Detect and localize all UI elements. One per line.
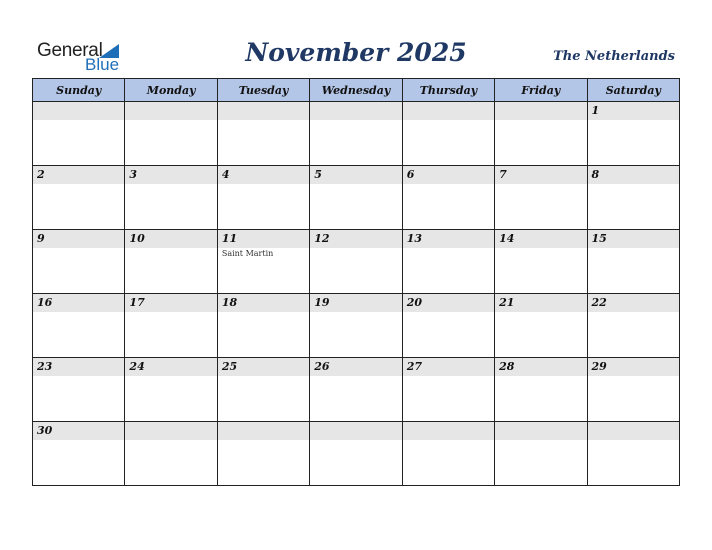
day-band bbox=[403, 102, 494, 120]
day-number: 27 bbox=[406, 360, 422, 373]
week-row bbox=[33, 358, 680, 422]
day-cell bbox=[217, 294, 309, 358]
calendar-grid bbox=[32, 78, 680, 488]
day-cell bbox=[217, 102, 309, 166]
day-band bbox=[495, 166, 586, 184]
calendar-title: November 2025 bbox=[245, 38, 467, 67]
day-cell bbox=[587, 358, 679, 422]
day-band bbox=[218, 422, 309, 440]
weekday-header: Wednesday bbox=[310, 79, 402, 102]
day-cell bbox=[587, 102, 679, 166]
day-cell bbox=[125, 230, 217, 294]
logo-general-text: General bbox=[37, 40, 103, 61]
day-number: 16 bbox=[37, 296, 53, 309]
day-cell bbox=[587, 422, 679, 486]
day-cell bbox=[495, 230, 587, 294]
day-cell bbox=[33, 166, 125, 230]
day-band bbox=[310, 422, 401, 440]
week-row bbox=[33, 294, 680, 358]
week-row bbox=[33, 102, 680, 166]
weekday-header: Sunday bbox=[33, 79, 125, 102]
day-cell bbox=[402, 358, 494, 422]
day-cell bbox=[33, 102, 125, 166]
day-number: 2 bbox=[37, 168, 45, 181]
day-number: 30 bbox=[37, 424, 53, 437]
day-cell bbox=[217, 358, 309, 422]
day-band bbox=[218, 166, 309, 184]
day-band bbox=[588, 166, 679, 184]
day-cell bbox=[310, 358, 402, 422]
day-band bbox=[310, 102, 401, 120]
day-band bbox=[125, 166, 216, 184]
day-number: 5 bbox=[314, 168, 322, 181]
day-cell bbox=[495, 294, 587, 358]
day-number: 26 bbox=[314, 360, 330, 373]
day-cell bbox=[402, 230, 494, 294]
day-cell bbox=[33, 422, 125, 486]
day-number: 22 bbox=[591, 296, 607, 309]
day-cell bbox=[310, 230, 402, 294]
day-cell bbox=[495, 422, 587, 486]
day-cell bbox=[310, 422, 402, 486]
day-cell bbox=[495, 358, 587, 422]
day-cell bbox=[217, 422, 309, 486]
logo-blue-text: Blue bbox=[85, 55, 120, 74]
day-band bbox=[125, 102, 216, 120]
day-band bbox=[495, 422, 586, 440]
day-cell bbox=[125, 166, 217, 230]
day-band bbox=[495, 102, 586, 120]
day-band bbox=[403, 166, 494, 184]
day-cell bbox=[217, 166, 309, 230]
weekday-header: Friday bbox=[495, 79, 587, 102]
day-band bbox=[310, 166, 401, 184]
day-cell bbox=[125, 422, 217, 486]
day-number: 28 bbox=[499, 360, 515, 373]
day-band bbox=[125, 422, 216, 440]
day-cell bbox=[495, 102, 587, 166]
day-number: 29 bbox=[591, 360, 607, 373]
day-cell bbox=[33, 294, 125, 358]
day-band bbox=[33, 230, 124, 248]
day-number: 12 bbox=[314, 232, 330, 245]
day-cell bbox=[310, 102, 402, 166]
weekday-header: Tuesday bbox=[217, 79, 309, 102]
day-cell bbox=[33, 358, 125, 422]
day-cell bbox=[587, 294, 679, 358]
day-number: 21 bbox=[499, 296, 515, 309]
day-cell bbox=[495, 166, 587, 230]
day-number: 24 bbox=[129, 360, 145, 373]
day-band bbox=[33, 166, 124, 184]
day-number: 17 bbox=[129, 296, 145, 309]
day-cell bbox=[310, 166, 402, 230]
day-cell bbox=[402, 422, 494, 486]
day-cell bbox=[125, 102, 217, 166]
week-row bbox=[33, 230, 680, 294]
week-row bbox=[33, 166, 680, 230]
day-cell bbox=[587, 166, 679, 230]
day-number: 23 bbox=[37, 360, 53, 373]
week-row bbox=[33, 422, 680, 486]
day-cell bbox=[587, 230, 679, 294]
day-number: 6 bbox=[406, 168, 415, 181]
day-number: 4 bbox=[221, 168, 230, 181]
day-band bbox=[218, 102, 309, 120]
day-cell bbox=[402, 294, 494, 358]
day-number: 9 bbox=[37, 232, 45, 245]
day-number: 7 bbox=[499, 168, 507, 181]
day-number: 3 bbox=[129, 168, 138, 181]
day-cell bbox=[125, 294, 217, 358]
day-cell bbox=[402, 166, 494, 230]
day-number: 14 bbox=[499, 232, 515, 245]
day-cell bbox=[402, 102, 494, 166]
weekday-header: Thursday bbox=[402, 79, 494, 102]
day-cell bbox=[125, 358, 217, 422]
day-number: 8 bbox=[591, 168, 600, 181]
day-number: 10 bbox=[129, 232, 145, 245]
day-cell bbox=[310, 294, 402, 358]
holiday-label: Saint Martin bbox=[221, 249, 274, 258]
day-number: 19 bbox=[314, 296, 330, 309]
day-number: 25 bbox=[221, 360, 238, 373]
day-number: 20 bbox=[406, 296, 422, 309]
day-cell bbox=[217, 230, 309, 294]
day-number: 1 bbox=[591, 104, 600, 117]
weekday-header-row bbox=[33, 79, 680, 102]
day-number: 13 bbox=[406, 232, 422, 245]
day-band bbox=[588, 422, 679, 440]
country-label: The Netherlands bbox=[553, 49, 675, 64]
day-band bbox=[588, 102, 679, 120]
day-number: 15 bbox=[591, 232, 607, 245]
day-number: 18 bbox=[221, 296, 238, 309]
day-band bbox=[403, 422, 494, 440]
day-band bbox=[33, 102, 124, 120]
weekday-header: Monday bbox=[125, 79, 217, 102]
day-number: 11 bbox=[221, 232, 238, 245]
day-cell bbox=[33, 230, 125, 294]
weekday-header: Saturday bbox=[587, 79, 679, 102]
